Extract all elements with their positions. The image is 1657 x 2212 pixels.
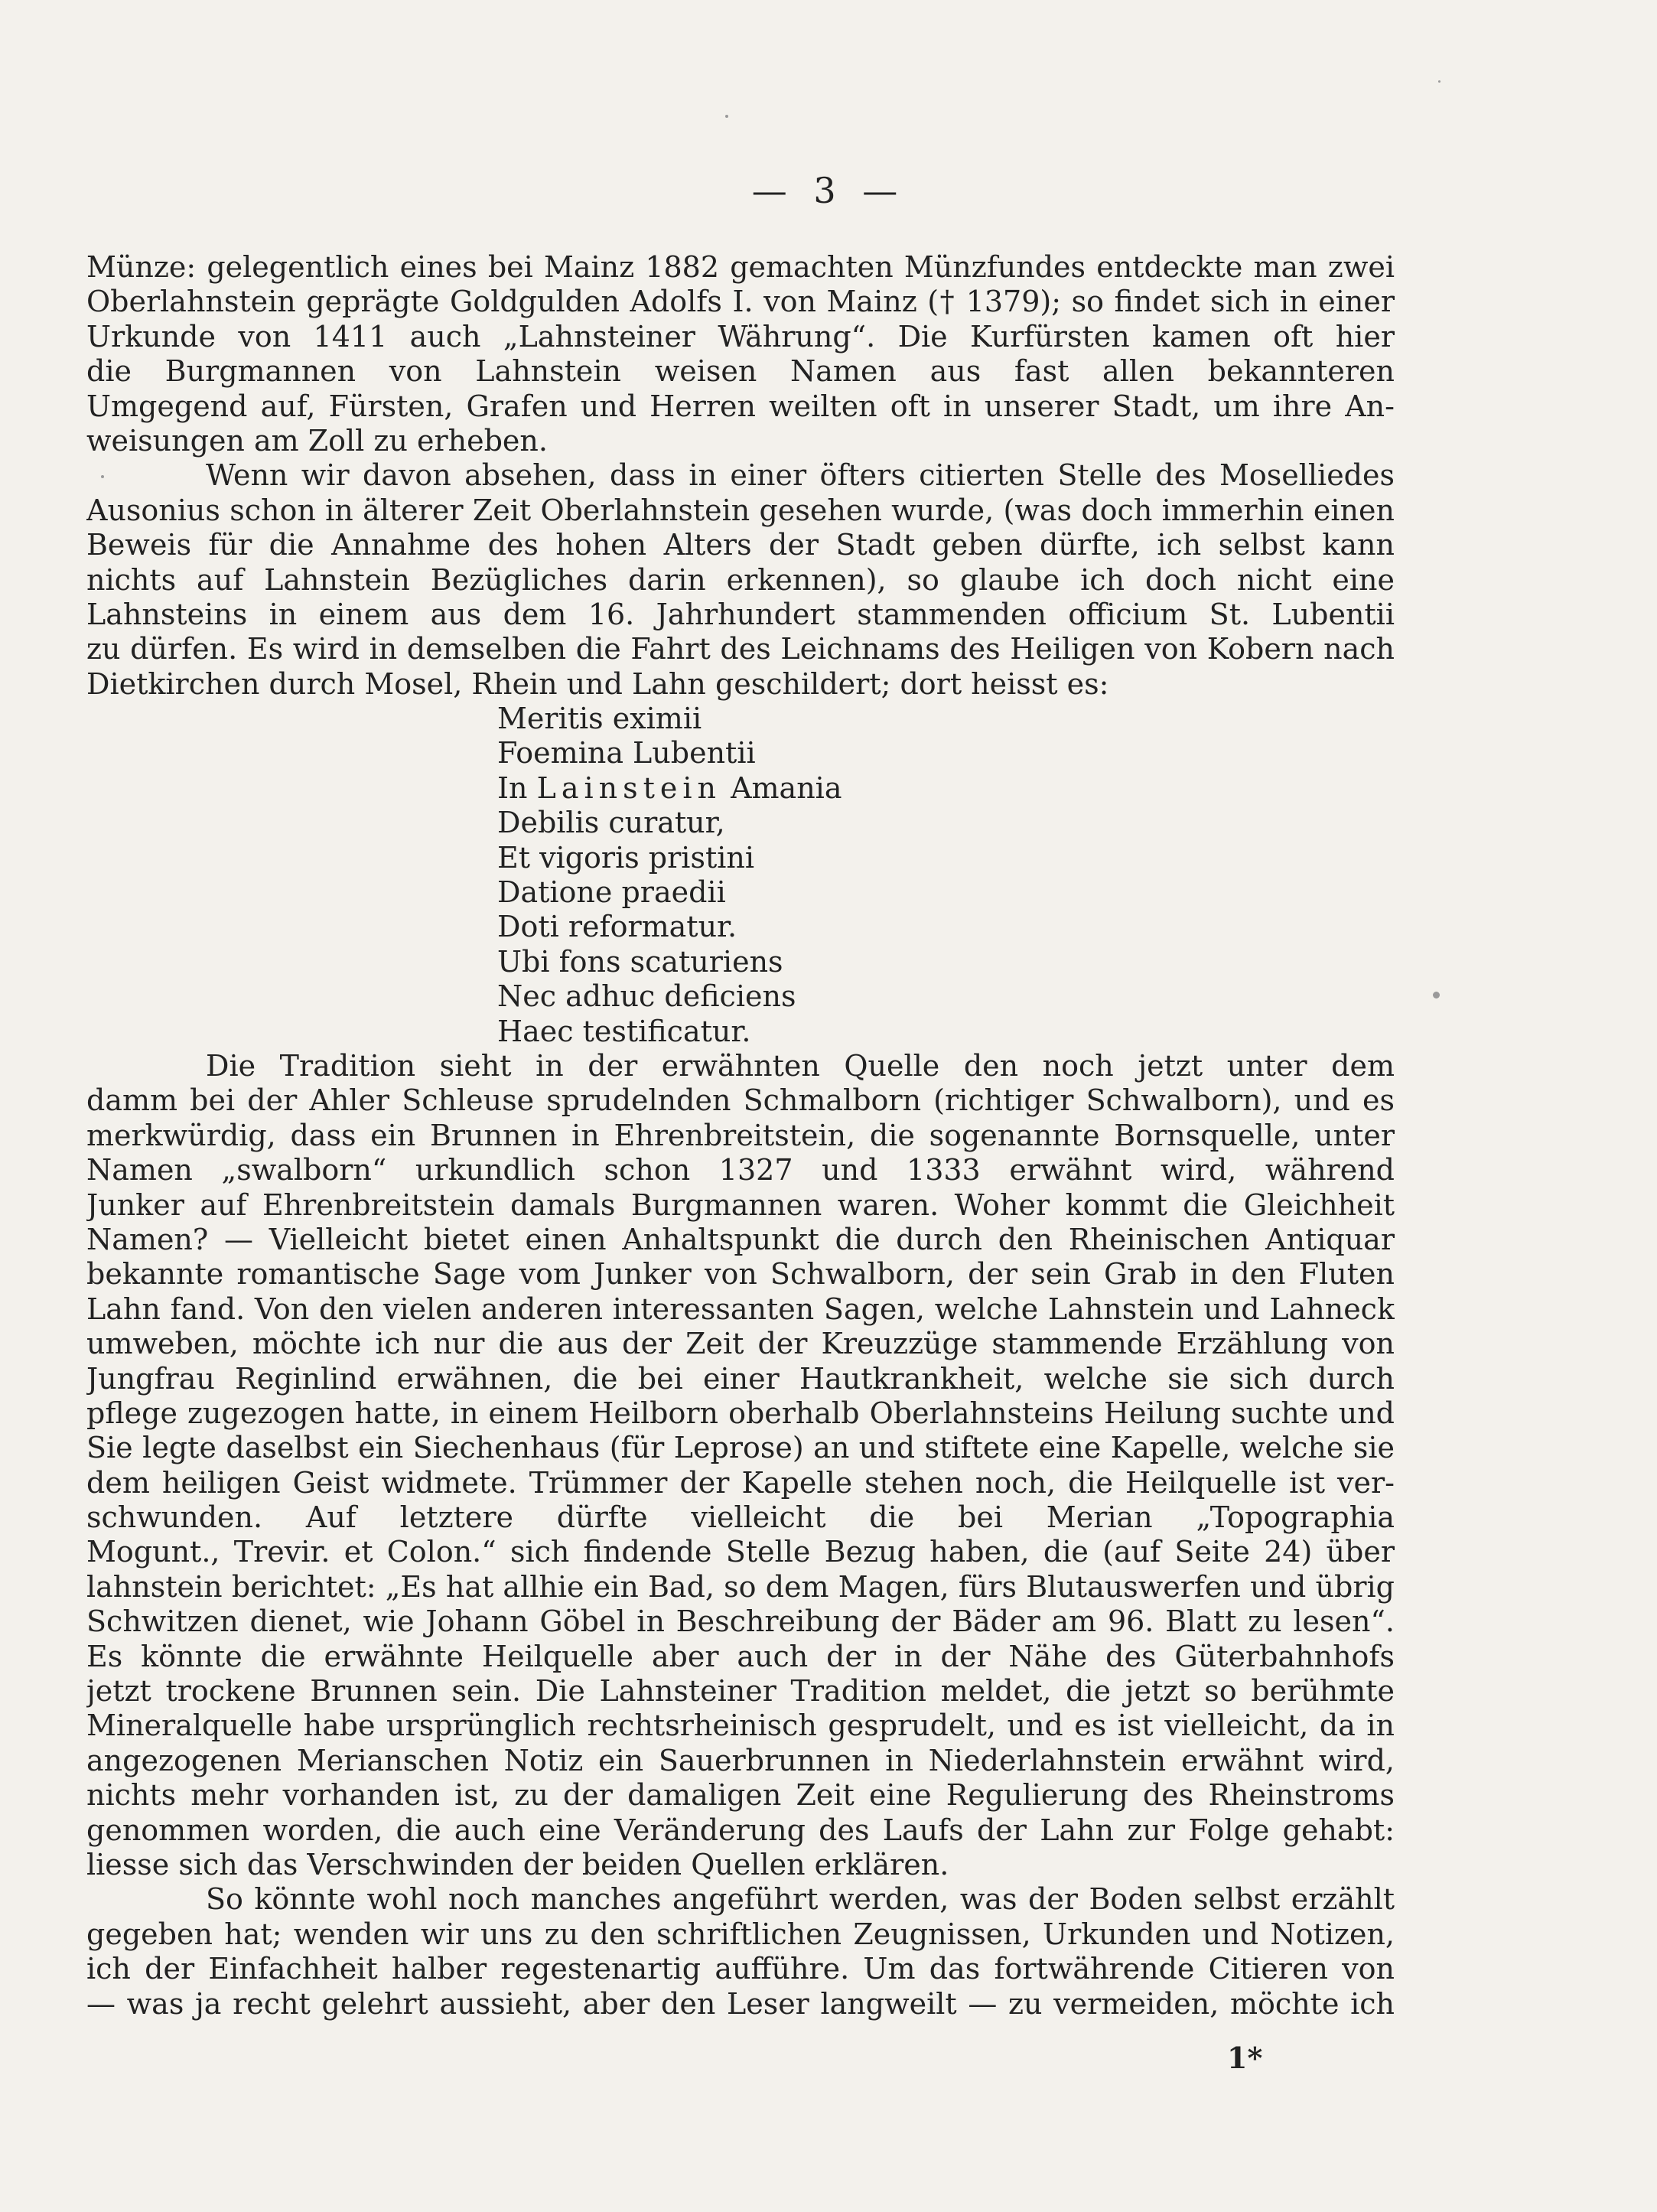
verse-line <box>86 771 1395 806</box>
text-line: zu dürfen. Es wird in demselben die Fahrt des Leichnams des Heiligen von Kobern nach <box>86 632 1395 666</box>
verse-line: Datione praedii <box>497 875 726 910</box>
text-line: liesse sich das Verschwinden der beiden Quellen erklären. <box>86 1847 949 1881</box>
text-line: So könnte wohl noch manches angeführt werden, was der Boden selbst erzählt <box>206 1882 1395 1917</box>
verse-line: Nec adhuc deficiens <box>497 979 796 1014</box>
verse-spaced-word: Lainstein <box>536 770 721 805</box>
text-line: merkwürdig, dass ein Brunnen in Ehrenbreitstein, die sogenannte Bornsquelle, unter <box>86 1118 1395 1152</box>
text-line: Lahn fand. Von den vielen anderen interessanten Sagen, welche Lahnstein und Lahneck <box>86 1292 1395 1326</box>
paragraph-4 <box>86 1882 1395 2021</box>
verse-line: Et vigoris pristini <box>497 840 755 875</box>
text-line: schwunden. Auf letztere dürfte vielleicht die bei Merian „Topographia <box>86 1500 1395 1535</box>
text-line: Namen? — Vielleicht bietet einen Anhaltspunkt die durch den Rheinischen Antiquar <box>86 1222 1395 1256</box>
text-line: Dietkirchen durch Mosel, Rhein und Lahn geschildert; dort heisst es: <box>86 666 1109 701</box>
verse-line: Meritis eximii <box>497 702 702 736</box>
verse-line: Ubi fons scaturiens <box>497 944 783 979</box>
text-line: Namen „swalborn“ urkundlich schon 1327 und 1333 erwähnt wird, während <box>86 1153 1395 1187</box>
text-line: lahnstein berichtet: „Es hat allhie ein Bad, so dem Magen, fürs Blutauswerfen und übrig <box>86 1569 1395 1604</box>
text-line: angezogenen Merianschen Notiz ein Sauerbrunnen in Niederlahnstein erwähnt wird, <box>86 1743 1395 1777</box>
signature-mark: 1* <box>1227 2041 1263 2075</box>
text-line: dem heiligen Geist widmete. Trümmer der Kapelle stehen noch, die Heilquelle ist ver- <box>86 1465 1395 1500</box>
text-line: die Burgmannen von Lahnstein weisen Namen aus fast allen bekannteren <box>86 354 1395 389</box>
text-line: jetzt trockene Brunnen sein. Die Lahnsteiner Tradition meldet, die jetzt so berühmte <box>86 1674 1395 1709</box>
verse-line: Haec testificatur. <box>497 1014 751 1048</box>
verse-line: Doti reformatur. <box>497 910 737 944</box>
text-line: Sie legte daselbst ein Siechenhaus (für Leprose) an und stiftete eine Kapelle, welche sie <box>86 1431 1395 1465</box>
scan-speck <box>1433 992 1440 998</box>
text-line: Mineralquelle habe ursprünglich rechtsrheinisch gesprudelt, und es ist vielleicht, da in <box>86 1709 1395 1743</box>
text-line: Oberlahnstein geprägte Goldgulden Adolfs I. von Mainz († 1379); so findet sich in einer <box>86 285 1395 319</box>
text-line: nichts auf Lahnstein Bezügliches darin erkennen), so glaube ich doch nicht eine <box>86 562 1395 597</box>
paragraph-1 <box>86 250 1395 458</box>
text-line: Es könnte die erwähnte Heilquelle aber auch der in der Nähe des Güterbahnhofs <box>86 1639 1395 1673</box>
verse-word: In <box>497 770 537 805</box>
body-text <box>86 250 1395 2021</box>
verse-line: Debilis curatur, <box>497 806 725 840</box>
text-line: gegeben hat; wenden wir uns zu den schriftlichen Zeugnissen, Urkunden und Notizen, <box>86 1917 1395 1951</box>
scan-speck <box>1438 80 1441 83</box>
text-line: nichts mehr vorhanden ist, zu der damaligen Zeit eine Regulierung des Rheinstroms <box>86 1778 1395 1813</box>
text-line: weisungen am Zoll zu erheben. <box>86 423 548 458</box>
scan-speck <box>101 475 104 478</box>
verse-line: Foemina Lubentii <box>497 736 756 770</box>
text-line: Mogunt., Trevir. et Colon.“ sich findende Stelle Bezug haben, die (auf Seite 24) über <box>86 1535 1395 1569</box>
text-line: Beweis für die Annahme des hohen Alters der Stadt geben dürfte, ich selbst kann <box>86 528 1395 562</box>
text-line: Jungfrau Reginlind erwähnen, die bei einer Hautkrankheit, welche sie sich durch <box>86 1361 1395 1396</box>
text-line: Lahnsteins in einem aus dem 16. Jahrhundert stammenden officium St. Lubentii <box>86 597 1395 631</box>
text-line: genommen worden, die auch eine Veränderung des Laufs der Lahn zur Folge gehabt: <box>86 1813 1395 1847</box>
text-line: Schwitzen dienet, wie Johann Göbel in Beschreibung der Bäder am 96. Blatt zu lesen“. <box>86 1604 1395 1639</box>
paragraph-2 <box>86 458 1395 702</box>
text-line: Wenn wir davon absehen, dass in einer öfters citierten Stelle des Moselliedes <box>206 458 1395 493</box>
text-line: Junker auf Ehrenbreitstein damals Burgmannen waren. Woher kommt die Gleichheit <box>86 1187 1395 1222</box>
text-line: Urkunde von 1411 auch „Lahnsteiner Währung“. Die Kurfürsten kamen oft hier <box>86 319 1395 353</box>
text-line: Die Tradition sieht in der erwähnten Quelle den noch jetzt unter dem <box>206 1048 1395 1083</box>
text-line: umweben, möchte ich nur die aus der Zeit der Kreuzzüge stammende Erzählung von <box>86 1327 1395 1361</box>
text-line: damm bei der Ahler Schleuse sprudelnden Schmalborn (richtiger Schwalborn), und es <box>86 1083 1395 1118</box>
page-number: — 3 — <box>751 170 906 211</box>
text-line: ich der Einfachheit halber regestenartig aufführe. Um das fortwährende Citieren von <box>86 1952 1395 1986</box>
text-line: — was ja recht gelehrt aussieht, aber den Leser langweilt — zu vermeiden, möchte ich <box>86 1986 1395 2021</box>
text-line: Münze: gelegentlich eines bei Mainz 1882 gemachten Münzfundes entdeckte man zwei <box>86 250 1395 284</box>
text-line: pflege zugezogen hatte, in einem Heilborn oberhalb Oberlahnsteins Heilung suchte und <box>86 1396 1395 1430</box>
text-line: Umgegend auf, Fürsten, Grafen und Herren weilten oft in unserer Stadt, um ihre An- <box>86 389 1395 423</box>
latin-verse <box>86 702 1395 1049</box>
text-line: Ausonius schon in älterer Zeit Oberlahnstein gesehen wurde, (was doch immerhin einen <box>86 493 1395 527</box>
text-line: bekannte romantische Sage vom Junker von Schwalborn, der sein Grab in den Fluten <box>86 1257 1395 1292</box>
scan-speck <box>725 115 728 118</box>
verse-word: Amania <box>721 770 842 805</box>
paragraph-3 <box>86 1049 1395 1882</box>
